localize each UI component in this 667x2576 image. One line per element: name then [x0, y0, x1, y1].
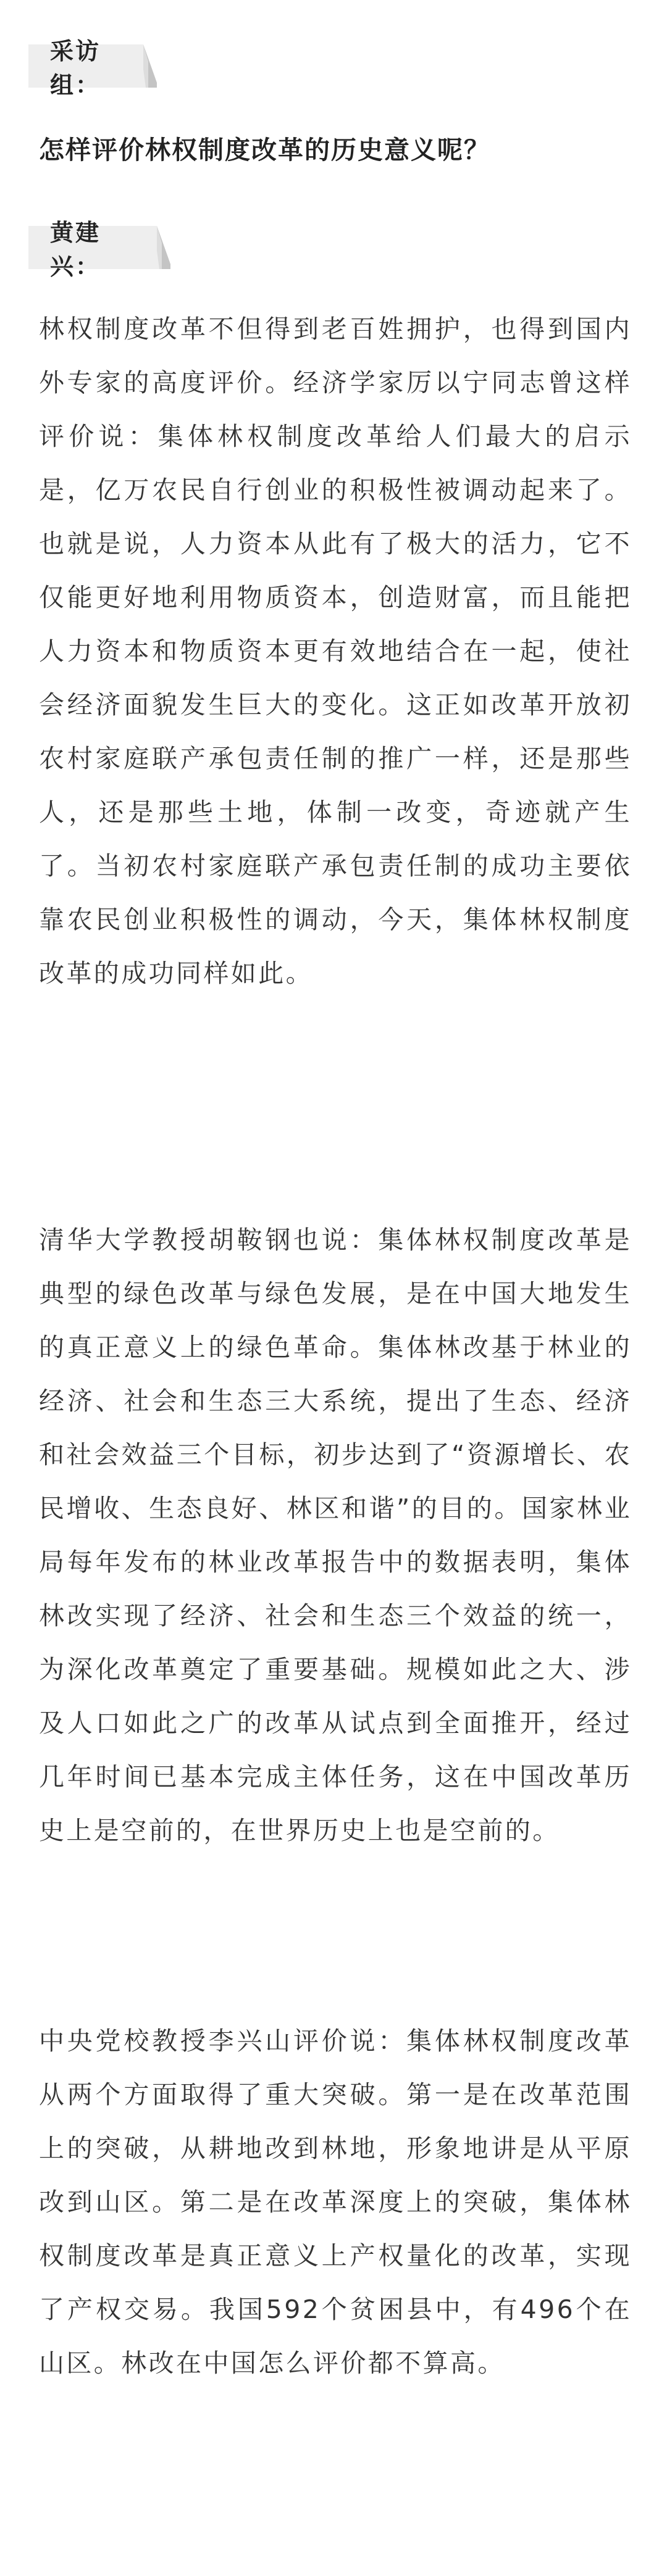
- tag-fold-icon: [151, 226, 170, 269]
- interviewer-label: 采访组：: [28, 44, 137, 88]
- respondent-tag: [28, 219, 170, 280]
- respondent-label: 黄建兴：: [28, 226, 151, 269]
- answer-paragraph-2: 清华大学教授胡鞍钢也说：集体林权制度改革是典型的绿色改革与绿色发展，是在中国大地发生的真正意义上的绿色革命。集体林改基于林业的经济、社会和生态三大系统，提出了生态、经济和社会效益三个目标，初步达到了“资源增长、农民增收、生态良好、林区和谐”的目的。国家林业局每年发布的林业改革报告中的数据表明，集体林改实现了经济、社会和生态三个效益的统一，为深化改革奠定了重要基础。规模如此之大、涉及人口如此之广的改革从试点到全面推开，经过几年时间已基本完成主体任务，这在中国改革历史上是空前的，在世界历史上也是空前的。: [39, 1225, 632, 1845]
- interviewer-tag: [28, 38, 157, 99]
- answer-paragraph-1: 林权制度改革不但得到老百姓拥护，也得到国内外专家的高度评价。经济学家厉以宁同志曾这样评价说：集体林权制度改革给人们最大的启示是，亿万农民自行创业的积极性被调动起来了。也就是说，人力资本从此有了极大的活力，它不仅能更好地利用物质资本，创造财富，而且能把人力资本和物质资本更有效地结合在一起，使社会经济面貌发生巨大的变化。这正如改革开放初农村家庭联产承包责任制的推广一样，还是那些人，还是那些土地，体制一改变，奇迹就产生了。当初农村家庭联产承包责任制的成功主要依靠农民创业积极性的调动，今天，集体林权制度改革的成功同样如此。: [39, 314, 632, 988]
- answer-paragraph-3: 中央党校教授李兴山评价说：集体林权制度改革从两个方面取得了重大突破。第一是在改革范围上的突破，从耕地改到林地，形象地讲是从平原改到山区。第二是在改革深度上的突破，集体林权制度改革是真正意义上产权量化的改革，实现了产权交易。我国592个贫困县中，有496个在山区。林改在中国怎么评价都不算高。: [39, 2026, 632, 2378]
- interview-question: 怎样评价林权制度改革的历史意义呢？: [39, 135, 490, 165]
- tag-fold-icon: [137, 44, 157, 88]
